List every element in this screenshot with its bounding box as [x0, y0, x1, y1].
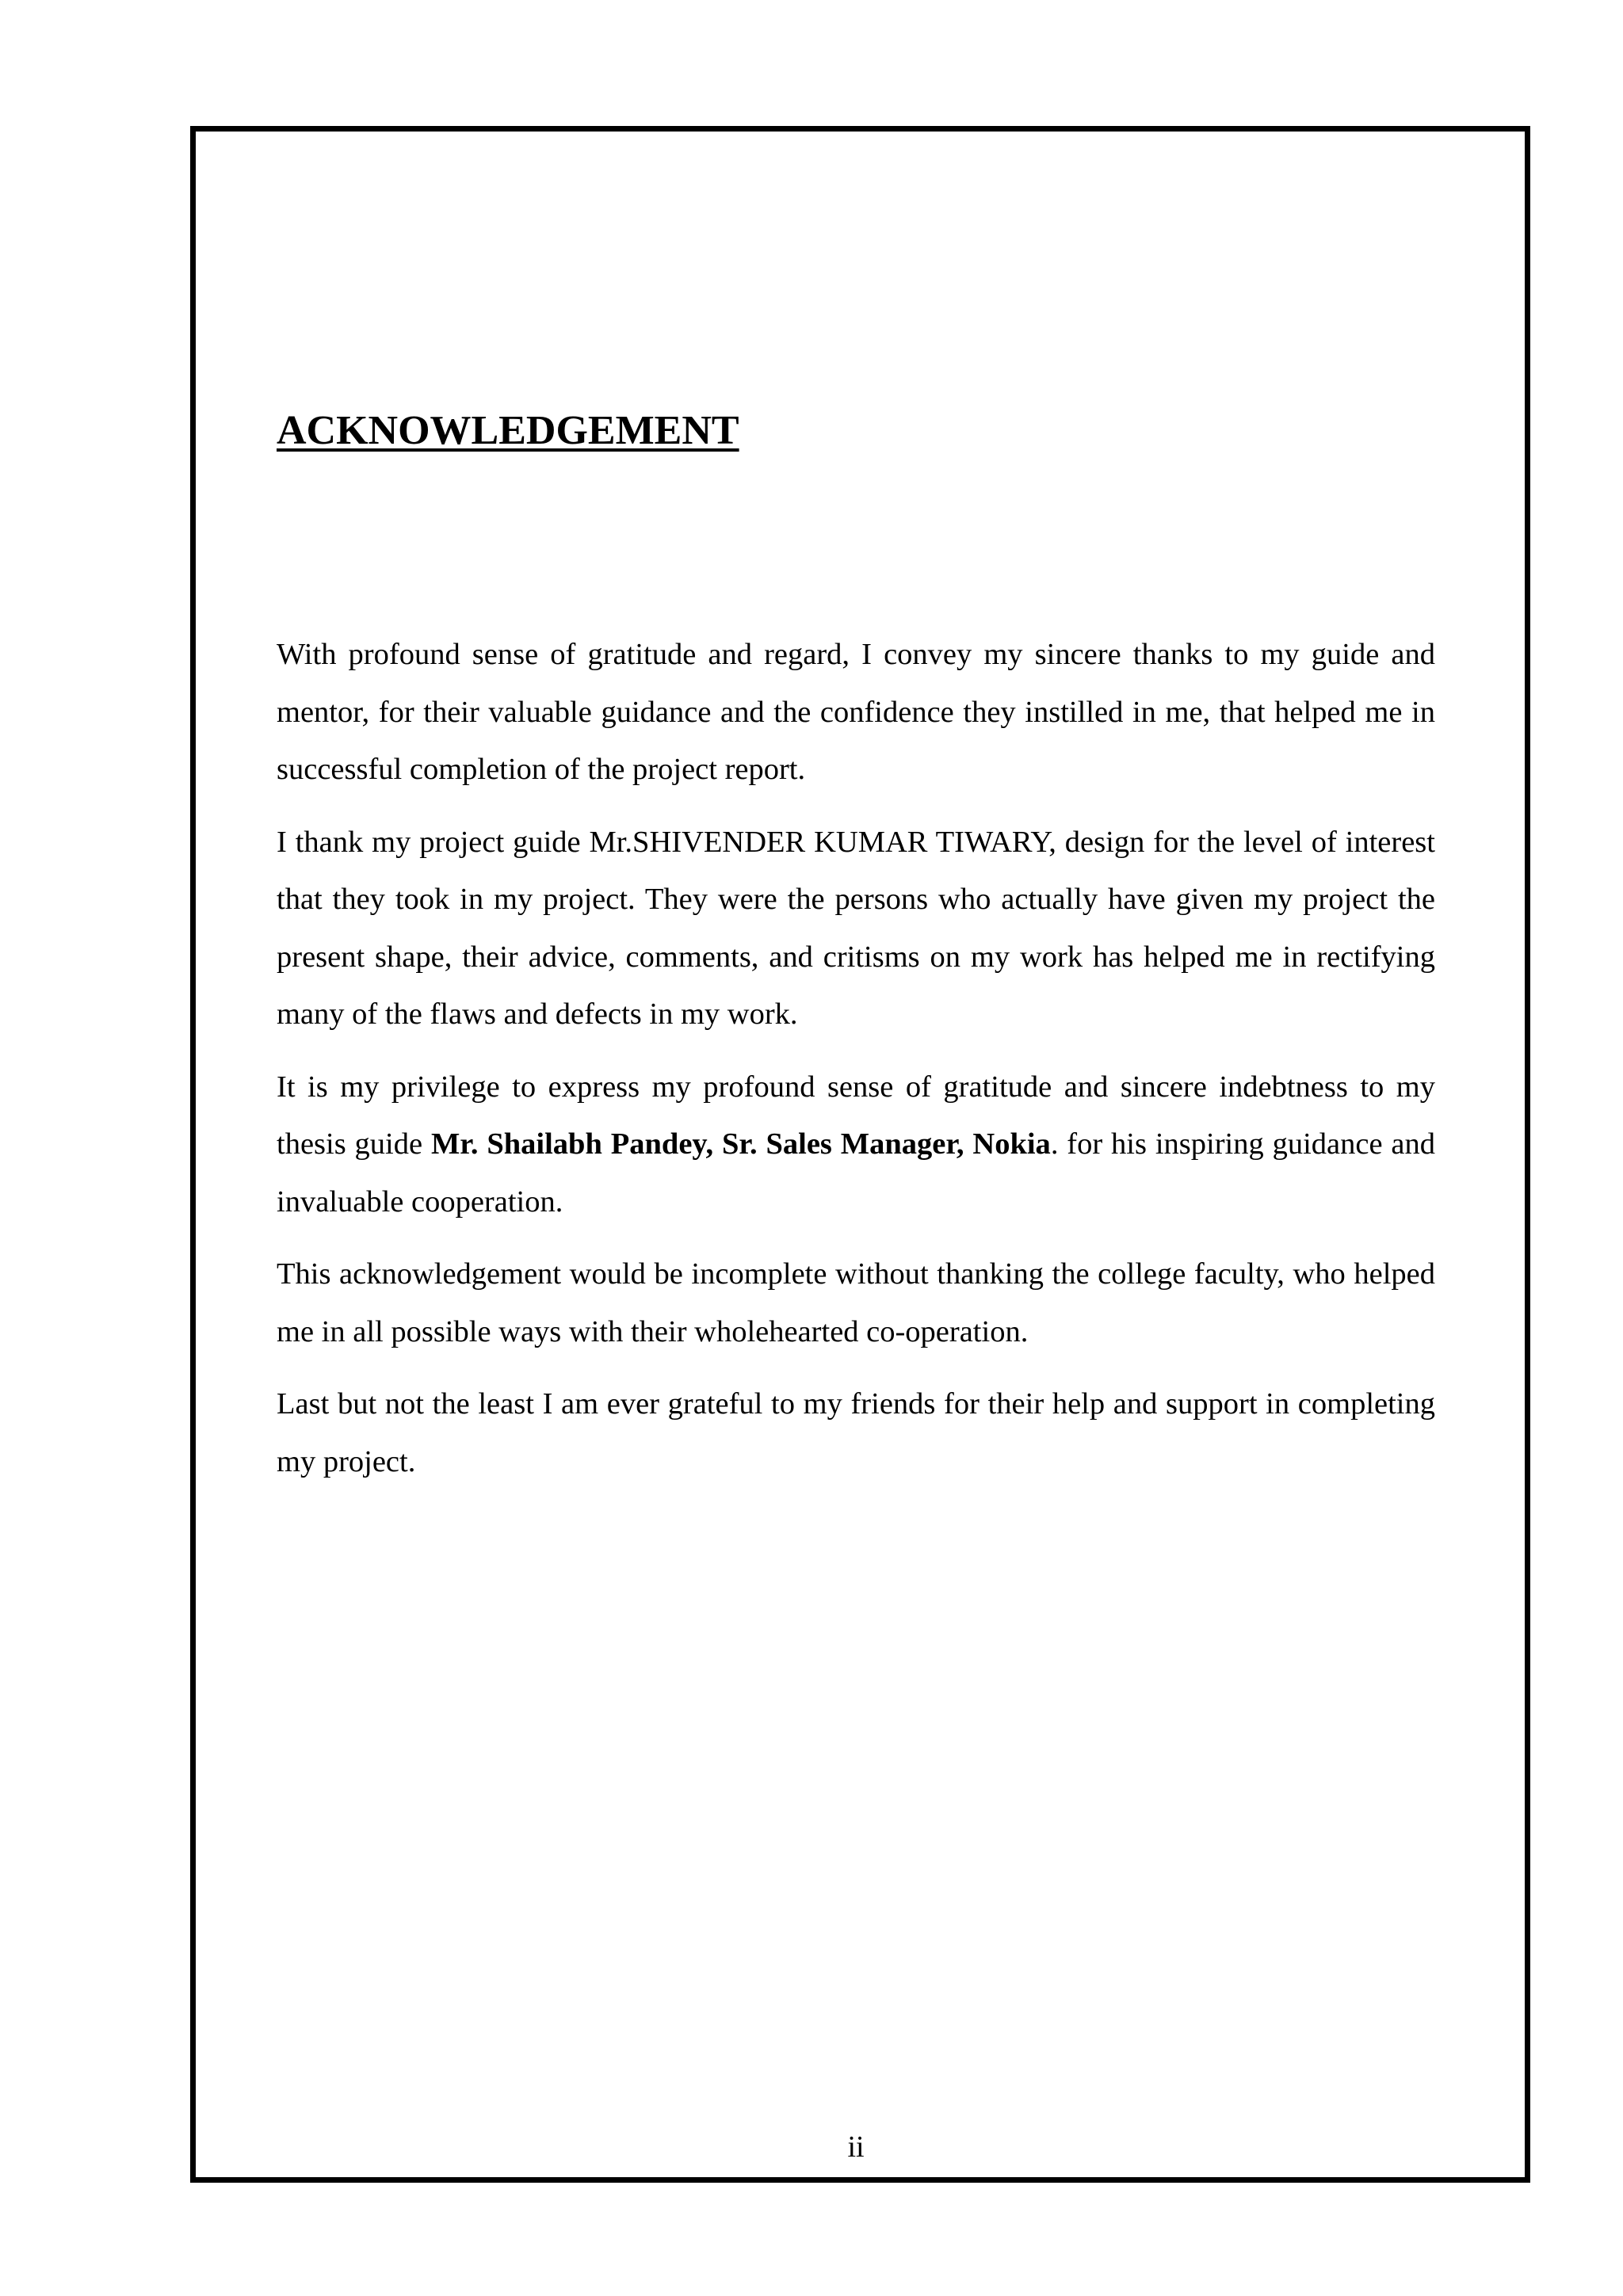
acknowledgement-body [277, 626, 1435, 1505]
thesis-guide-intro: It is my privilege to express my profound sense of gratitude and sincere indebtness to my thesis guide [277, 1070, 1435, 1161]
paragraph-thesis-guide [277, 1058, 1435, 1231]
paragraph-faculty: This acknowledgement would be incomplete without thanking the college faculty, who helped me in all possible ways with their wholehearted co-operation. [277, 1257, 1435, 1348]
thesis-guide-name: Mr. Shailabh Pandey, Sr. Sales Manager, Nokia [430, 1127, 1051, 1161]
page-number: ii [847, 2130, 865, 2164]
thesis-guide-closing: . for his inspiring guidance and invaluable cooperation. [277, 1127, 1436, 1219]
page-title: ACKNOWLEDGEMENT [277, 408, 739, 453]
paragraph-friends: Last but not the least I am ever grateful to my friends for their help and support in completing my project. [277, 1387, 1435, 1478]
paragraph-project-guide: I thank my project guide Mr.SHIVENDER KUMAR TIWARY, design for the level of interest that they took in my project. They were the persons who actually have given my project the present shape, their advice, comments, and critisms on my work has helped me in rectifying many of the flaws and defects in my work. [277, 825, 1435, 1031]
paragraph-gratitude: With profound sense of gratitude and regard, I convey my sincere thanks to my guide and mentor, for their valuable guidance and the confidence they instilled in me, that helped me in successful completion of the project report. [277, 638, 1435, 786]
